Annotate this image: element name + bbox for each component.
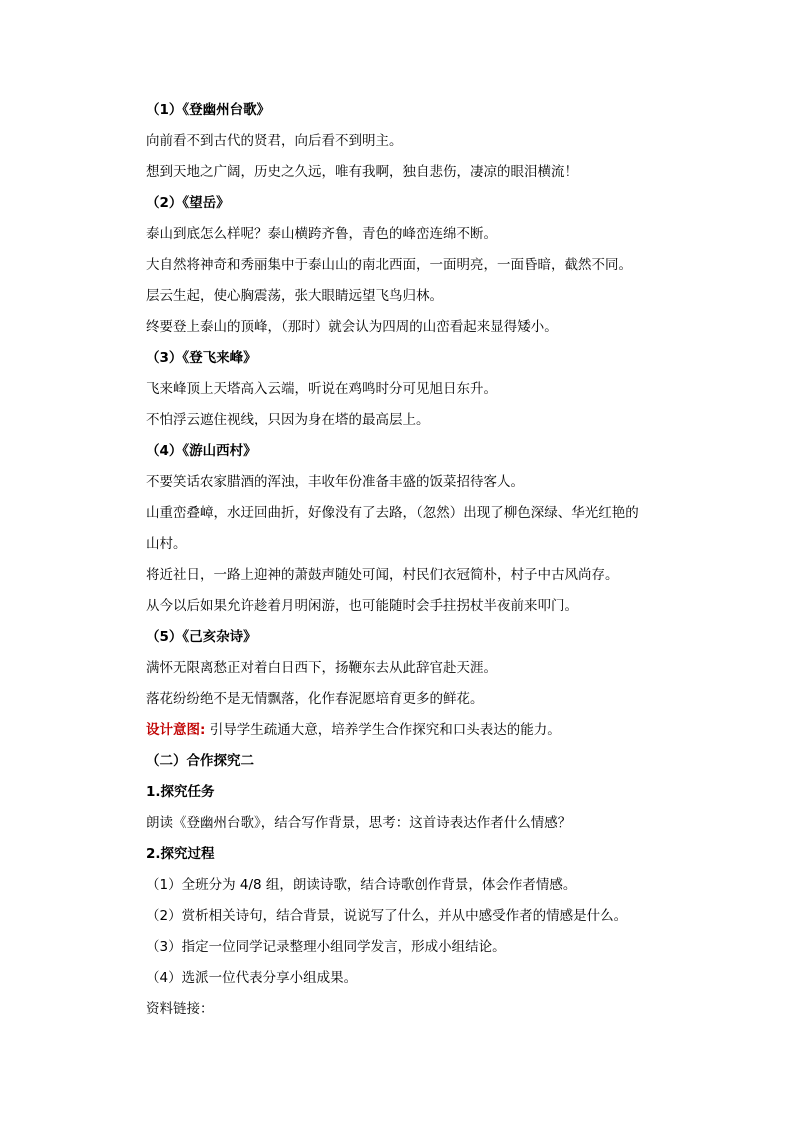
process-step: （1）全班分为 4/8 组，朗读诗歌，结合诗歌创作背景，体会作者情感。	[146, 877, 577, 893]
translation-line: 山村。	[146, 536, 187, 552]
translation-line: 大自然将神奇和秀丽集中于泰山山的南北西面，一面明亮，一面昏暗，截然不同。	[146, 257, 632, 273]
translation-line: 不怕浮云遮住视线，只因为身在塔的最高层上。	[146, 412, 430, 428]
process-step: （2）赏析相关诗句，结合背景，说说写了什么，并从中感受作者的情感是什么。	[146, 908, 628, 924]
resource-link-label: 资料链接：	[146, 1001, 214, 1017]
task-text: 朗读《登幽州台歌》，结合写作背景，思考：这首诗表达作者什么情感？	[146, 815, 572, 831]
translation-line: 山重峦叠嶂，水迂回曲折，好像没有了去路，（忽然）出现了柳色深绿、华光红艳的	[146, 505, 639, 521]
translation-line: 飞来峰顶上天塔高入云端，听说在鸡鸣时分可见旭日东升。	[146, 381, 497, 397]
poem-heading-3: （3）《登飞来峰》	[146, 350, 257, 366]
translation-line: 满怀无限离愁正对着白日西下，扬鞭东去从此辞官赴天涯。	[146, 660, 497, 676]
process-step: （3）指定一位同学记录整理小组同学发言，形成小组结论。	[146, 939, 506, 955]
translation-line: 泰山到底怎么样呢？泰山横跨齐鲁，青色的峰峦连绵不断。	[146, 226, 497, 242]
poem-heading-5: （5）《己亥杂诗》	[146, 629, 257, 645]
poem-heading-2: （2）《望岳》	[146, 195, 230, 211]
translation-line: 想到天地之广阔，历史之久远，唯有我啊，独自悲伤，凄凉的眼泪横流！	[146, 164, 578, 180]
translation-line: 将近社日，一路上迎神的萧鼓声随处可闻，村民们衣冠简朴，村子中古风尚存。	[146, 567, 619, 583]
subsection-heading: 1.探究任务	[146, 784, 215, 800]
design-intent-text: 引导学生疏通大意，培养学生合作探究和口头表达的能力。	[205, 722, 561, 738]
translation-line: 从今以后如果允许趁着月明闲游，也可能随时会手拄拐杖半夜前来叩门。	[146, 598, 578, 614]
section-heading: （二）合作探究二	[146, 753, 254, 769]
translation-line: 向前看不到古代的贤君，向后看不到明主。	[146, 133, 403, 149]
translation-line: 层云生起，使心胸震荡，张大眼睛远望飞鸟归林。	[146, 288, 443, 304]
process-step: （4）选派一位代表分享小组成果。	[146, 970, 358, 986]
design-intent-label: 设计意图:	[146, 722, 206, 738]
poem-heading-4: （4）《游山西村》	[146, 443, 257, 459]
translation-line: 不要笑话农家腊酒的浑浊，丰收年份准备丰盛的饭菜招待客人。	[146, 474, 524, 490]
design-intent	[146, 720, 561, 740]
translation-line: 终要登上泰山的顶峰，（那时）就会认为四周的山峦看起来显得矮小。	[146, 319, 558, 335]
translation-line: 落花纷纷绝不是无情飘落，化作春泥愿培育更多的鲜花。	[146, 691, 484, 707]
subsection-heading: 2.探究过程	[146, 846, 215, 862]
poem-heading-1: （1）《登幽州台歌》	[146, 102, 271, 118]
